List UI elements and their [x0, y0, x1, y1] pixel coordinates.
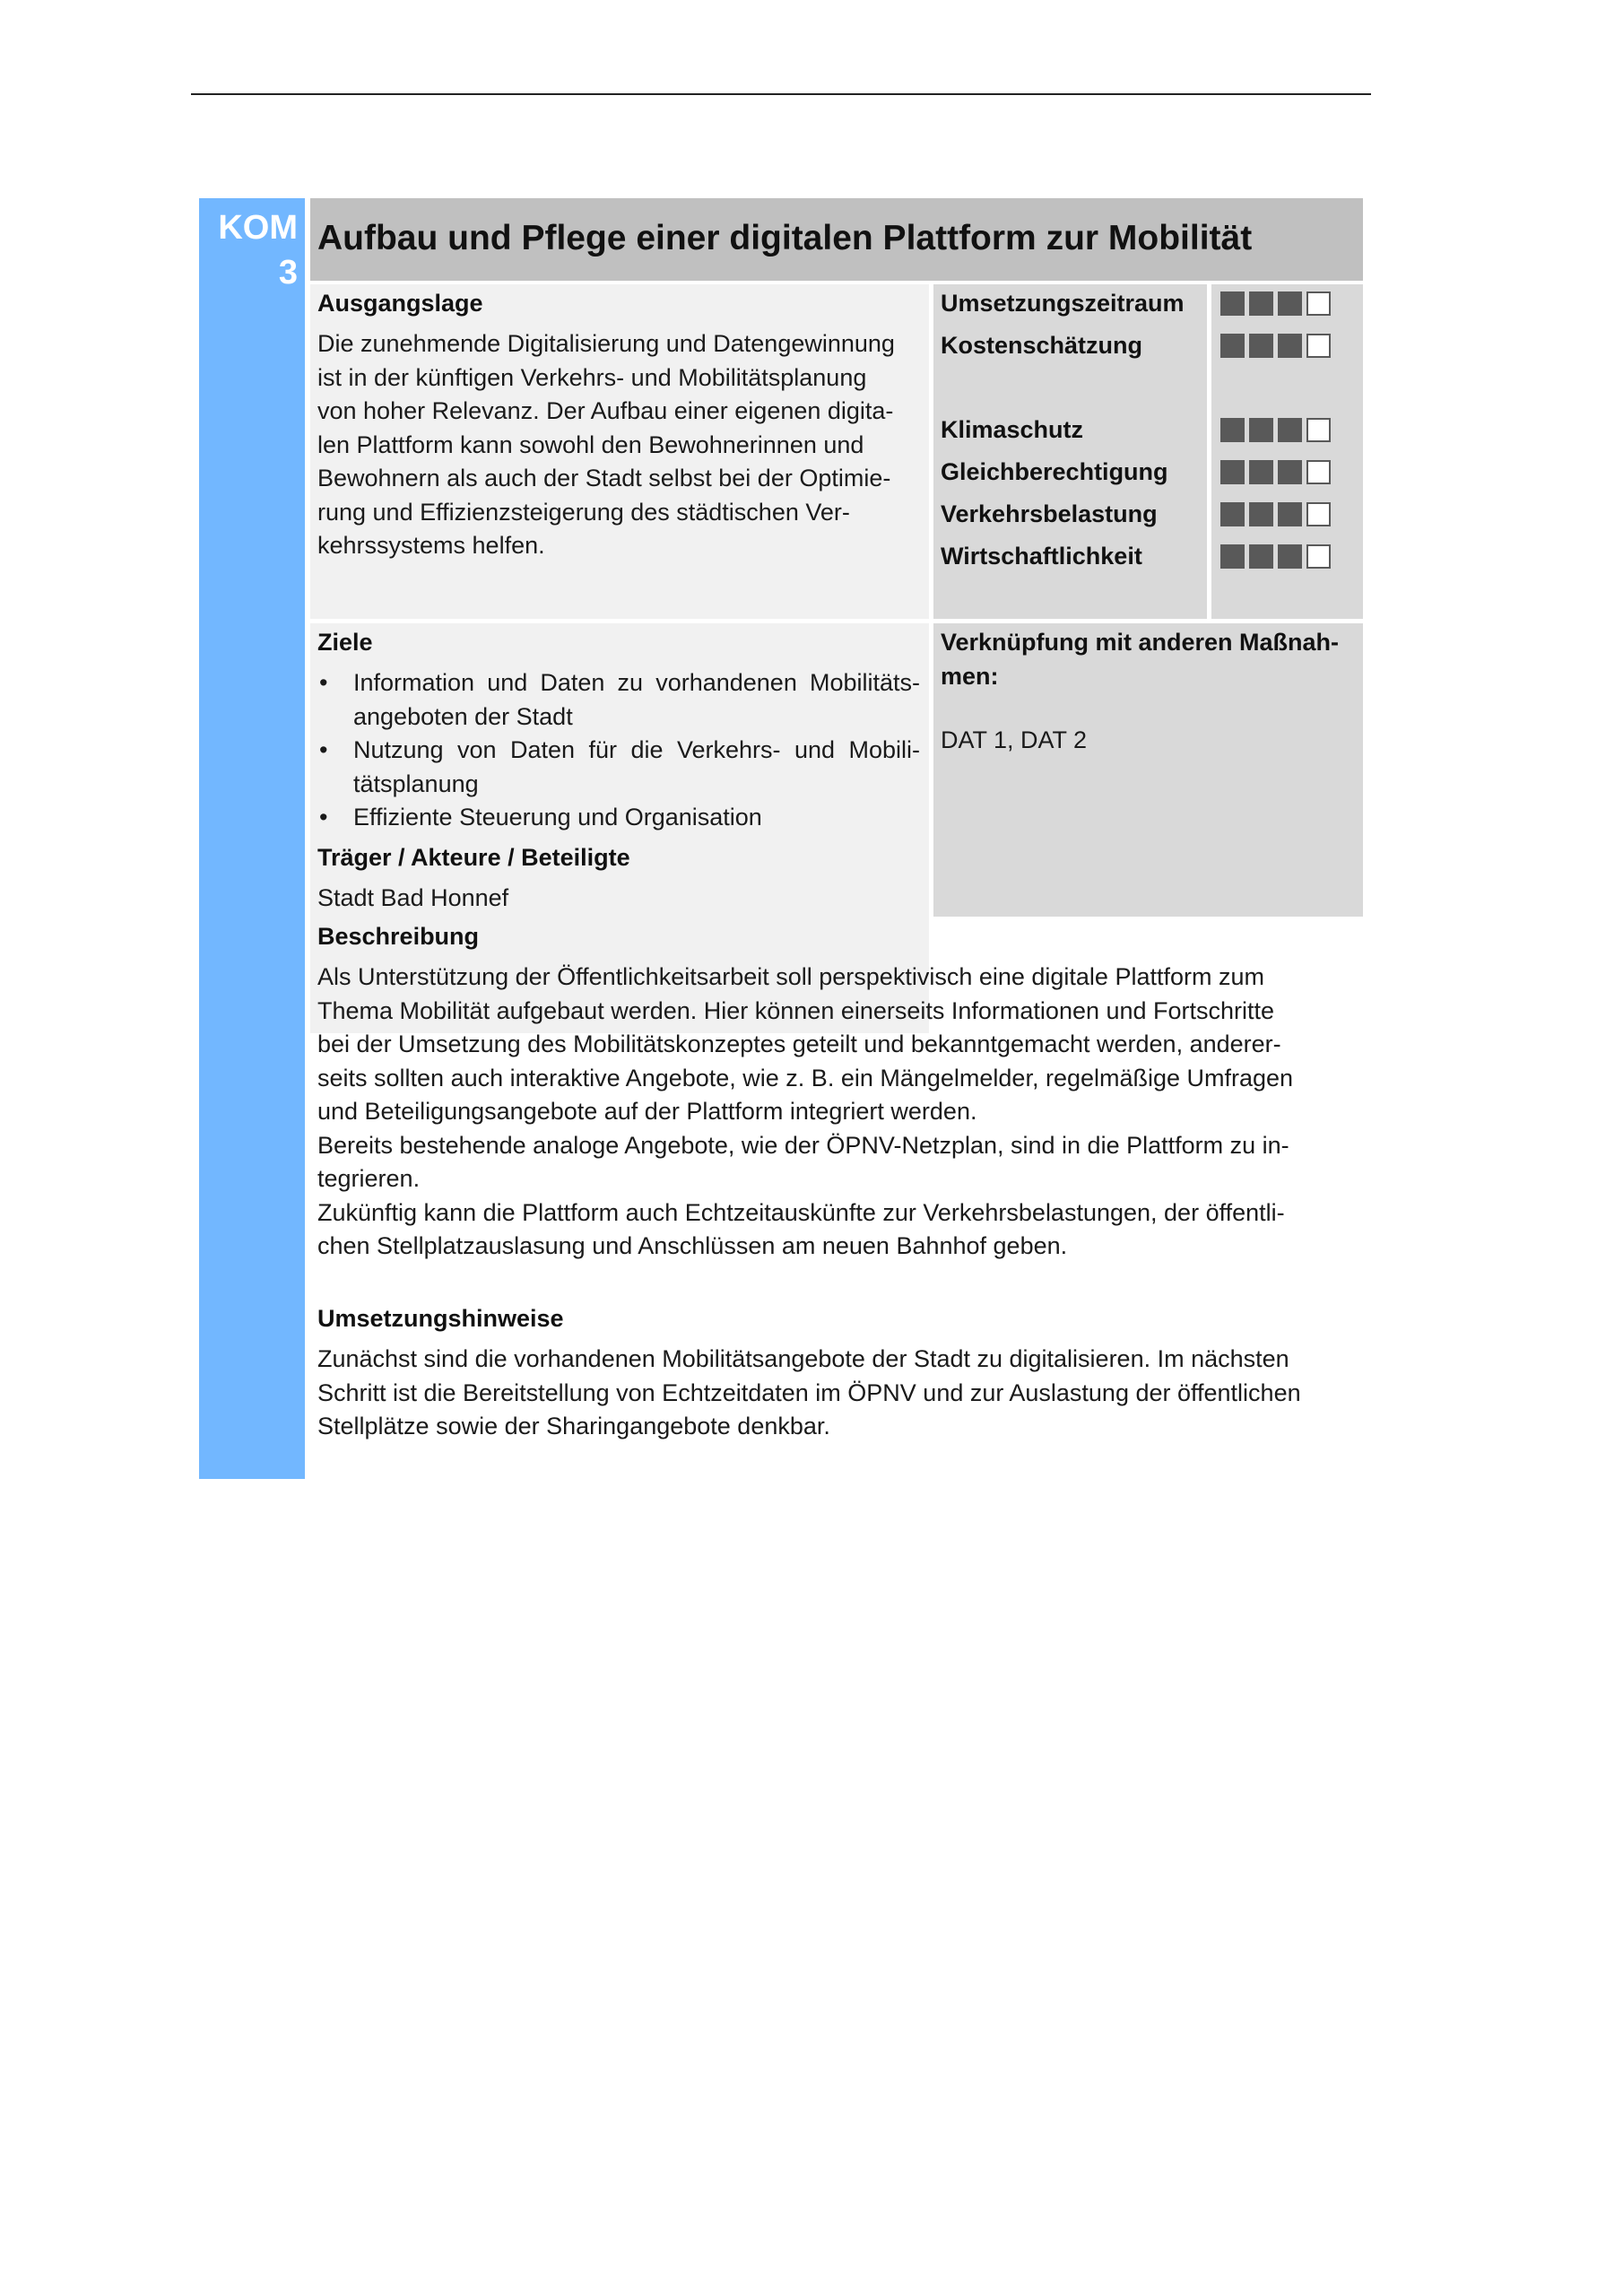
ziele-label: Ziele [317, 629, 373, 656]
verknuepfung-value: DAT 1, DAT 2 [941, 726, 1088, 753]
traeger-label: Träger / Akteure / Beteiligte [317, 844, 630, 871]
empty-square-icon [1306, 291, 1331, 316]
ziele-item-line: tätsplanung [353, 770, 479, 797]
empty-square-icon [1306, 502, 1331, 526]
beschreibung-line: Zukünftig kann die Plattform auch Echtzeitauskünfte zur Verkehrsbelastungen, der öffentli- [317, 1198, 1285, 1226]
beschreibung-line: Bereits bestehende analoge Angebote, wie der ÖPNV-Netzplan, sind in die Plattform zu in- [317, 1131, 1289, 1159]
umsetzung-text [317, 1343, 1358, 1444]
ausgangslage-label: Ausgangslage [317, 290, 483, 317]
measure-code [218, 205, 298, 295]
measure-title: Aufbau und Pflege einer digitalen Plattform zur Mobilität [317, 219, 1253, 257]
rating-label-kostenschaetzung: Kostenschätzung [941, 332, 1143, 359]
beschreibung-line: bei der Umsetzung des Mobilitätskonzeptes geteilt und bekanntgemacht werden, anderer- [317, 1031, 1281, 1057]
empty-square-icon [1306, 544, 1331, 569]
ausgangslage-line: kehrssystems helfen. [317, 532, 545, 559]
empty-square-icon [1306, 460, 1331, 484]
umsetzung-label: Umsetzungshinweise [317, 1305, 564, 1332]
header-rule [191, 93, 1371, 95]
rating-label-klimaschutz: Klimaschutz [941, 416, 1084, 443]
beschreibung-line: tegrieren. [317, 1165, 421, 1192]
rating-score [1220, 334, 1331, 358]
rating-label-verkehrsbelastung: Verkehrsbelastung [941, 500, 1158, 527]
umsetzung-line: Zunächst sind die vorhandenen Mobilitätsangebote der Stadt zu digitalisieren. Im nächsten [317, 1345, 1289, 1372]
empty-square-icon [1306, 334, 1331, 358]
filled-square-icon [1249, 334, 1273, 358]
filled-square-icon [1278, 460, 1302, 484]
verknuepfung-label-line: Verknüpfung mit anderen Maßnah- [941, 629, 1340, 656]
ausgangslage-line: Bewohnern als auch der Stadt selbst bei der Optimie- [317, 465, 891, 491]
filled-square-icon [1249, 418, 1273, 442]
rating-label-wirtschaftlichkeit: Wirtschaftlichkeit [941, 543, 1142, 570]
verknuepfung-label [941, 625, 1339, 693]
list-item [317, 666, 920, 734]
ziele-item-line: • Effiziente Steuerung und Organisation [353, 804, 762, 831]
filled-square-icon [1220, 460, 1245, 484]
filled-square-icon [1249, 502, 1273, 526]
rating-score [1220, 502, 1331, 526]
filled-square-icon [1220, 418, 1245, 442]
ziele-item-line: • Information und Daten zu vorhandenen Mobilitäts- [353, 669, 920, 696]
filled-square-icon [1220, 502, 1245, 526]
ziele-list [317, 666, 920, 835]
measure-code-prefix: KOM [218, 209, 298, 247]
ausgangslage-text [317, 327, 927, 563]
filled-square-icon [1220, 334, 1245, 358]
ausgangslage-line: len Plattform kann sowohl den Bewohnerinnen und [317, 430, 864, 458]
beschreibung-label: Beschreibung [317, 923, 480, 950]
filled-square-icon [1249, 544, 1273, 569]
beschreibung-line: Als Unterstützung der Öffentlichkeitsarbeit soll perspektivisch eine digitale Plattform zum [317, 963, 1264, 990]
list-item [317, 801, 920, 835]
filled-square-icon [1220, 544, 1245, 569]
beschreibung-text [317, 961, 1358, 1264]
rating-scores-section [1211, 284, 1363, 619]
beschreibung-line: chen Stellplatzauslasung und Anschlüssen am neuen Bahnhof geben. [317, 1232, 1068, 1259]
beschreibung-line: und Beteiligungsangebote auf der Plattform integriert werden. [317, 1098, 977, 1125]
ausgangslage-line: rung und Effizienzsteigerung des städtischen Ver- [317, 498, 850, 526]
ausgangslage-section [310, 284, 929, 619]
rating-score [1220, 460, 1331, 484]
verknuepfung-label-line: men: [941, 663, 999, 690]
beschreibung-line: seits sollten auch interaktive Angebote, wie z. B. ein Mängelmelder, regelmäßige Umfragen [317, 1064, 1294, 1091]
filled-square-icon [1278, 544, 1302, 569]
rating-score [1220, 291, 1331, 316]
measure-code-number: 3 [278, 254, 298, 291]
rating-label-gleichberechtigung: Gleichberechtigung [941, 458, 1168, 485]
rating-score [1220, 418, 1331, 442]
list-item [317, 734, 920, 801]
verknuepfung-section [933, 623, 1363, 917]
rating-label-umsetzungszeitraum: Umsetzungszeitraum [941, 290, 1185, 317]
filled-square-icon [1249, 291, 1273, 316]
filled-square-icon [1278, 502, 1302, 526]
traeger-section [310, 839, 929, 917]
ziele-item-line: • Nutzung von Daten für die Verkehrs- und Mobili- [353, 736, 920, 763]
rating-labels-section [933, 284, 1207, 619]
beschreibung-line: Thema Mobilität aufgebaut werden. Hier können einerseits Informationen und Fortschritte [317, 996, 1275, 1024]
ausgangslage-line: von hoher Relevanz. Der Aufbau einer eigenen digita- [317, 397, 894, 424]
filled-square-icon [1278, 291, 1302, 316]
measure-card [199, 198, 1363, 1479]
filled-square-icon [1249, 460, 1273, 484]
ausgangslage-line: ist in der künftigen Verkehrs- und Mobilitätsplanung [317, 363, 867, 391]
filled-square-icon [1278, 334, 1302, 358]
traeger-value: Stadt Bad Honnef [317, 884, 509, 911]
filled-square-icon [1278, 418, 1302, 442]
ausgangslage-line: Die zunehmende Digitalisierung und Datengewinnung [317, 330, 895, 357]
measure-code-bar [199, 198, 305, 1479]
empty-square-icon [1306, 418, 1331, 442]
umsetzung-line: Schritt ist die Bereitstellung von Echtzeitdaten im ÖPNV und zur Auslastung der öffentlichen [317, 1378, 1301, 1406]
rating-score [1220, 544, 1331, 569]
umsetzung-line: Stellplätze sowie der Sharingangebote denkbar. [317, 1413, 830, 1439]
filled-square-icon [1220, 291, 1245, 316]
ziele-item-line: angeboten der Stadt [353, 702, 573, 730]
